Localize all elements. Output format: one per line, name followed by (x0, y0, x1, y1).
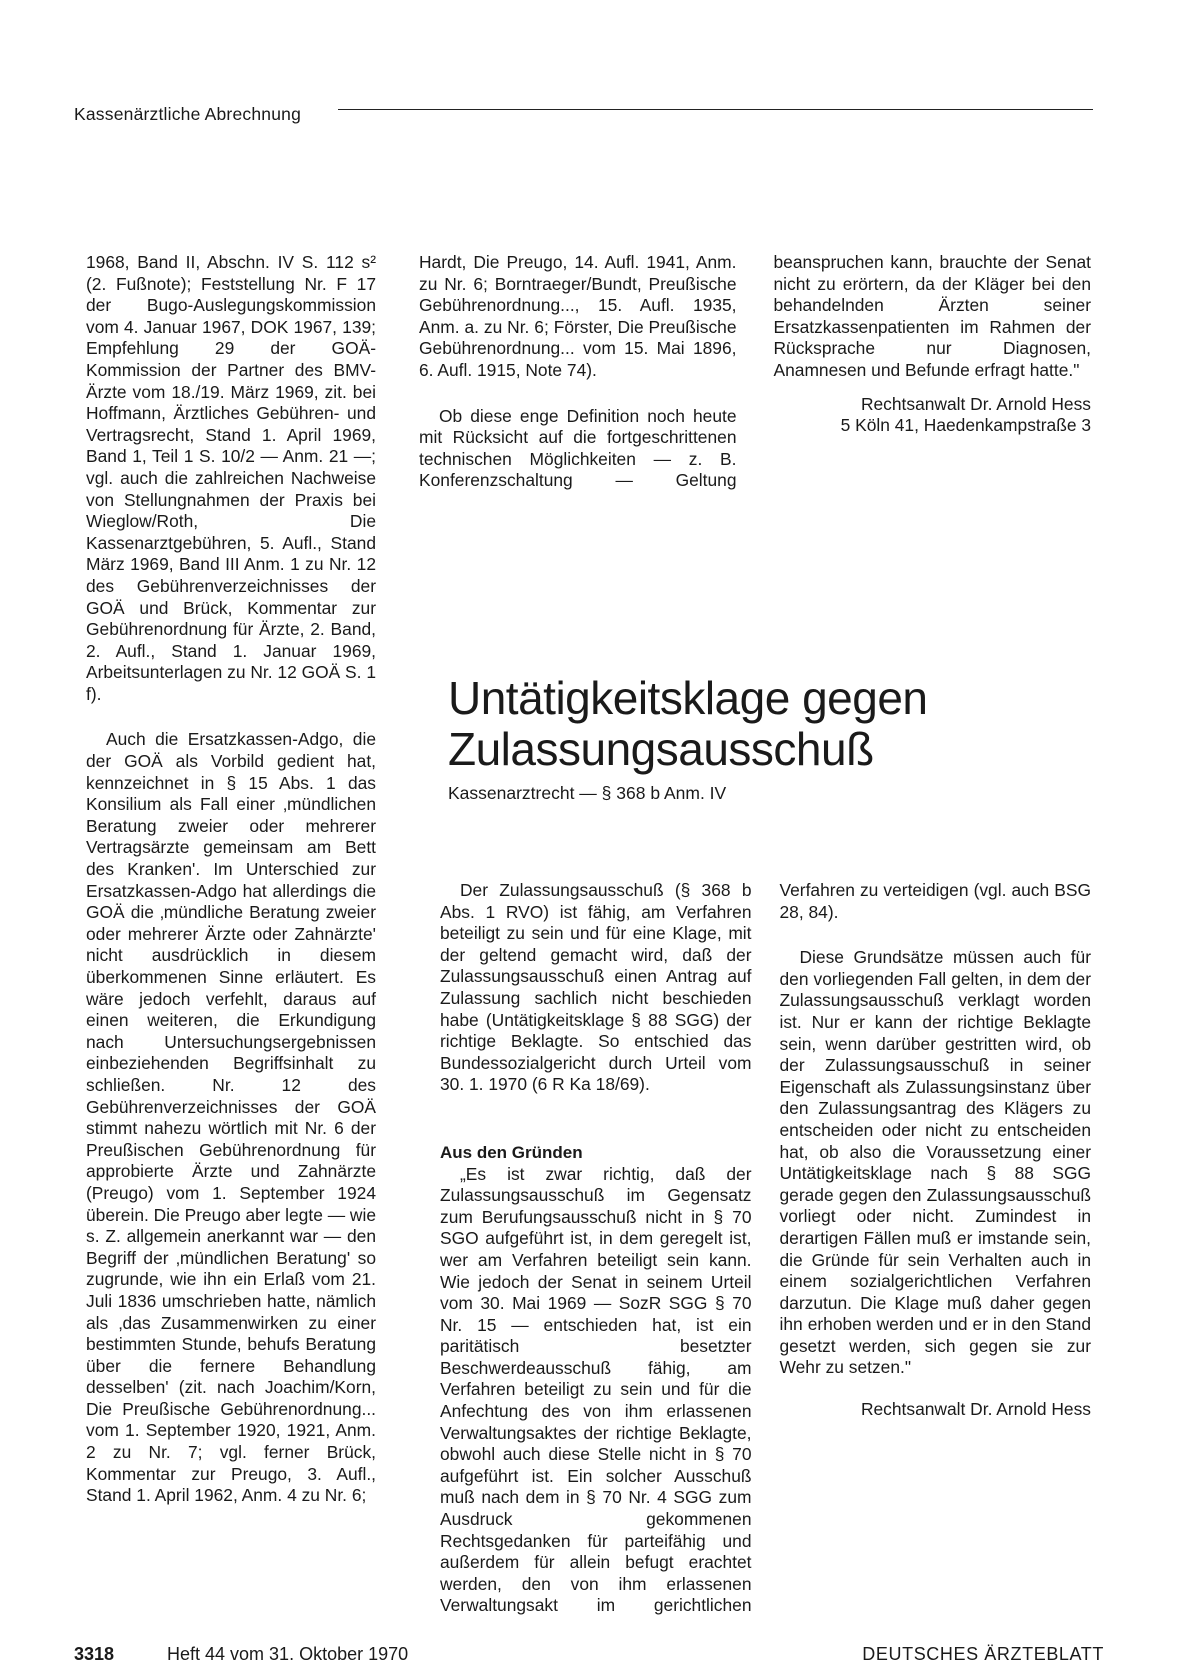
author-address: 5 Köln 41, Haedenkampstraße 3 (840, 415, 1091, 436)
article1-continuation (419, 252, 1091, 500)
paragraph: Diese Grundsätze müssen auch für den vorliegenden Fall gelten, in dem der Zulassungsausschuß verklagt worden ist. Nur er kann der richtige Beklagte sein, wenn darüber gestritten wird, ob der Zulassungsausschuß in seiner Eigenschaft als Zulassungsinstanz über den Zulassungsantrag des Klägers zu entscheiden oder nicht zu entscheiden hat, ob also die Voraussetzung einer Untätigkeitsklage nach § 88 SGG gerade gegen den Zulassungsausschuß vorliegt oder nicht. Zumindest in derartigen Fällen muß er imstande sein, die Gründe für sein Verhalten auch in einem sozialgerichtlichen Verfahren darzutun. Die Klage muß daher gegen ihn erhoben werden und er in den Stand gesetzt werden, sich gegen sie zur Wehr zu setzen." (779, 947, 1091, 1378)
article1-column-1 (86, 252, 376, 1507)
section-label: Kassenärztliche Abrechnung (74, 104, 302, 124)
article-title (448, 673, 1088, 775)
paragraph: Der Zulassungsausschuß (§ 368 b Abs. 1 RVO) ist fähig, am Verfahren beteiligt zu sein und für eine Klage, mit der geltend gemacht wird, daß der Zulassungsausschuß einen Antrag auf Zulassung sachlich nicht beschieden habe (Untätigkeitsklage § 88 SGG) der richtige Beklagte. So entschied das Bundessozialgericht durch Urteil vom 30. 1. 1970 (6 R Ka 18/69). (440, 880, 752, 1095)
paragraph: 1968, Band II, Abschn. IV S. 112 s² (2. Fußnote); Feststellung Nr. F 17 der Bugo-Auslegungskommission vom 4. Januar 1967, DOK 1967, 139; Empfehlung 29 der GOÄ-Kommission der Partner des BMV-Ärzte vom 18./19. März 1969, zit. bei Hoffmann, Ärztliches Gebühren- und Vertragsrecht, Stand 1. April 1969, Band 1, Teil 1 S. 10/2 — Anm. 21 —; vgl. auch die zahlreichen Nachweise von Stellungnahmen der Praxis bei Wieglow/Roth, Die Kassenarztgebühren, 5. Aufl., Stand März 1969, Band III Anm. 1 zu Nr. 12 des Gebührenverzeichnisses der GOÄ und Brück, Kommentar zur Gebührenordnung für Ärzte, 2. Band, 2. Aufl., Stand 1. Januar 1969, Arbeitsunterlagen zu Nr. 12 GOÄ S. 1 f). (86, 252, 376, 704)
issue-info: Heft 44 vom 31. Oktober 1970 (167, 1644, 409, 1664)
title-line-1: Untätigkeitsklage gegen (448, 671, 928, 724)
article2-body (440, 880, 1091, 1625)
paragraph: Ob diese enge Definition noch heute mit Rücksicht auf die fortgeschrittenen technischen Möglichkeiten — z. B. Konferenzschaltung — Geltung beanspruchen kann, brauchte der Senat nicht zu erörtern, da der Kläger bei den behandelnden Ärzten seiner Ersatzkassenpatienten im Rahmen der Rücksprache nur Diagnosen, Anamnesen und Befunde erfragt hatte." (419, 252, 1091, 491)
journal-name: DEUTSCHES ÄRZTEBLATT (862, 1644, 1104, 1664)
title-line-2: Zulassungsausschuß (448, 722, 874, 775)
paragraph: „Es ist zwar richtig, daß der Zulassungsausschuß im Gegensatz zum Berufungsausschuß nicht in § 70 SGO aufgeführt ist, in dem geregelt ist, wer am Verfahren beteiligt sein kann. Wie jedoch der Senat in seinem Urteil vom 30. Mai 1969 — SozR SGG § 70 Nr. 15 — entschieden hat, ist ein paritätisch besetzter Beschwerdeausschuß fähig, am Verfahren beteiligt zu sein und für die Anfechtung des von ihm erlassenen Verwaltungsaktes der richtige Beklagte, obwohl auch diese Stelle nicht in § 70 aufgeführt ist. Ein solcher Ausschuß muß nach dem in § 70 Nr. 4 SGG zum Ausdruck gekommenen Rechtsgedanken für parteifähig und außerdem für allein befugt erachtet werden, den von ihm erlassenen Verwaltungsakt im gerichtlichen Verfahren zu verteidigen (vgl. auch BSG 28, 84). (440, 880, 1091, 1616)
header-rule (338, 109, 1093, 110)
paragraph: Hardt, Die Preugo, 14. Aufl. 1941, Anm. zu Nr. 6; Borntraeger/Bundt, Preußische Gebührenordnung..., 15. Aufl. 1935, Anm. a. zu Nr. 6; Förster, Die Preußische Gebührenordnung... vom 15. Mai 1896, 6. Aufl. 1915, Note 74). (419, 252, 737, 380)
author-signature: Rechtsanwalt Dr. Arnold Hess (860, 393, 1091, 414)
section-heading: Aus den Gründen (440, 1142, 583, 1162)
author-signature: Rechtsanwalt Dr. Arnold Hess (860, 1399, 1091, 1420)
page-number: 3318 (74, 1644, 115, 1664)
article-subtitle: Kassenarztrecht — § 368 b Anm. IV (448, 783, 727, 803)
paragraph: Auch die Ersatzkassen-Adgo, die der GOÄ als Vorbild gedient hat, kennzeichnet in § 15 Abs. 1 das Konsilium als Fall einer ‚mündlichen Beratung zweier oder mehrerer Vertragsärzte gemeinsam am Bett des Kranken'. Im Unterschied zur Ersatzkassen-Adgo hat allerdings die GOÄ die ‚mündliche Beratung zweier oder mehrerer Ärzte oder Zahnärzte' nicht ausdrücklich in diesem überkommenen Sinne erläutert. Es wäre jedoch verfehlt, daraus auf einen weiteren, die Erkundigung nach Untersuchungsergebnissen einbeziehenden Begriffsinhalt zu schließen. Nr. 12 des Gebührenverzeichnisses der GOÄ stimmt nahezu wörtlich mit Nr. 6 der Preußischen Gebührenordnung für approbierte Ärzte und Zahnärzte (Preugo) vom 1. September 1924 überein. Die Preugo aber legte — wie s. Z. allgemein anerkannt war — den Begriff der ‚mündlichen Beratung' so zugrunde, wie ihn ein Erlaß vom 21. Juli 1836 umschrieben hatte, nämlich als ‚das Zusammenwirken zu einer bestimmten Stunde, behufs Beratung über die fernere Behandlung desselben' (zit. nach Joachim/Korn, Die Preußische Gebührenordnung... vom 1. September 1920, 1921, Anm. 2 zu Nr. 7; vgl. ferner Brück, Kommentar zur Preugo, 3. Aufl., Stand 1. April 1962, Anm. 4 zu Nr. 6; (86, 729, 377, 1506)
